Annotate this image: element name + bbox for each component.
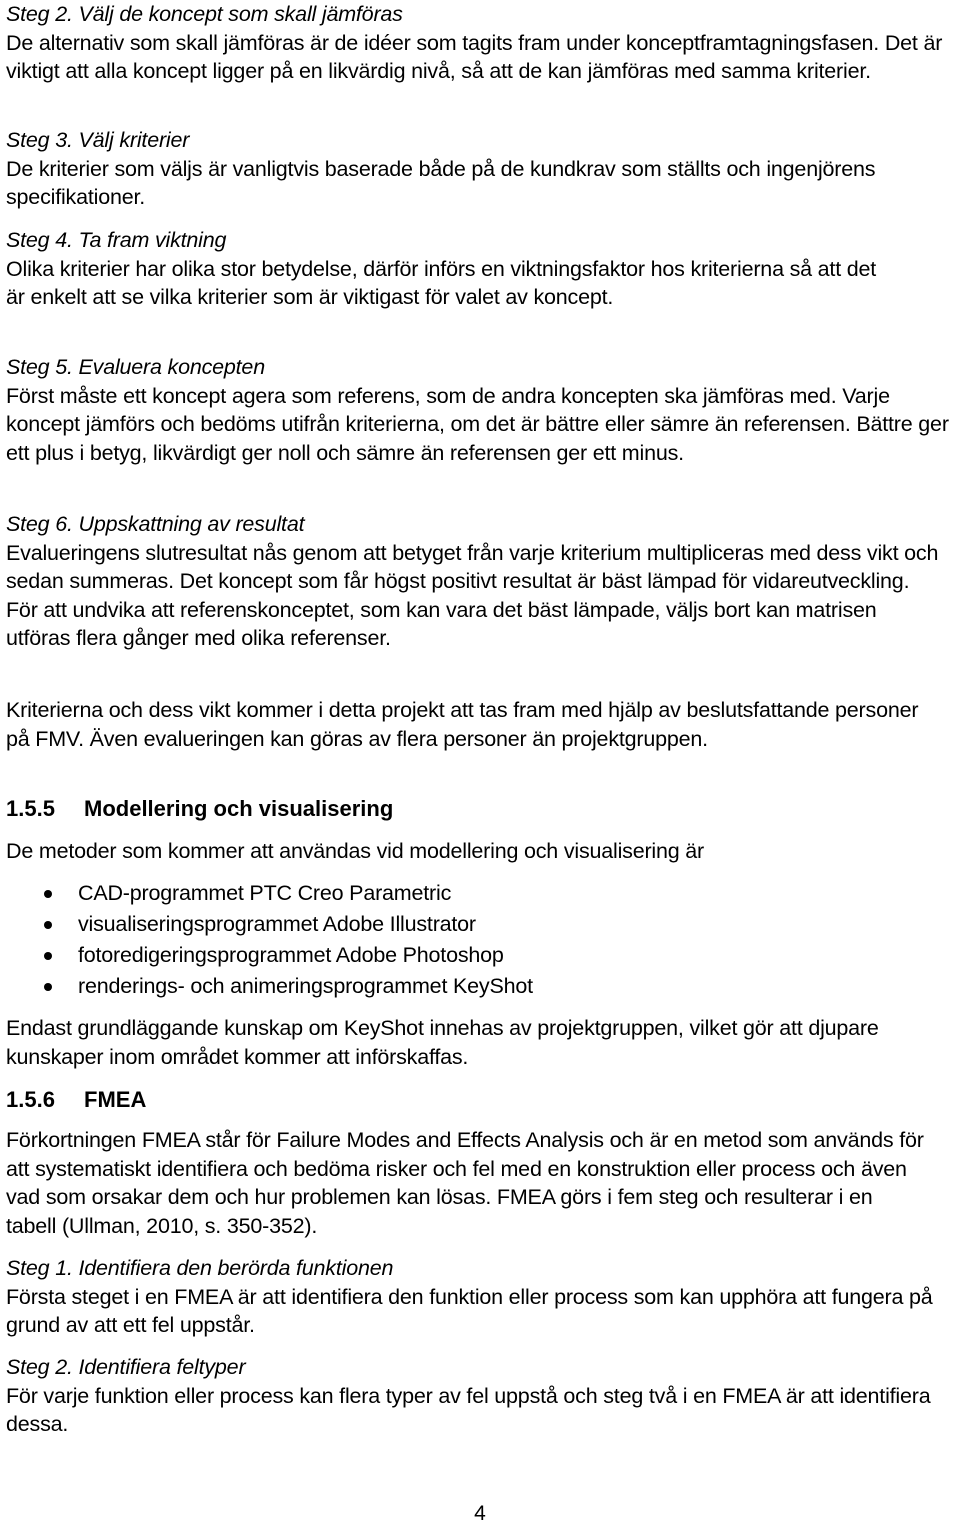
list-item [6,878,946,909]
step-text: De kriterier som väljs är vanligtvis baserade både på de kundkrav som ställts och ingenjörens specifikationer. [6,156,876,210]
bullet-icon [44,983,52,991]
step-heading: Steg 5. Evaluera koncepten [6,355,265,379]
paragraph-fmv: Kriterierna och dess vikt kommer i detta projekt att tas fram med hjälp av beslutsfattande personer på FMV. Även evalueringen kan göras av flera personer än projektgruppen. [6,698,919,751]
step-text: För varje funktion eller process kan flera typer av fel uppstå och steg två i en FMEA är att identifiera dessa. [6,1383,931,1437]
paragraph-fmea-intro: Förkortningen FMEA står för Failure Modes and Effects Analysis och är en metod som används för att systematiskt identifiera och bedöma risker och fel med en konstruktion eller process och även vad som orsakar dem och hur problemen kan lösas. FMEA görs i fem steg och resulterar i en tabell (Ullman, 2010, s. 350-352). [6,1128,924,1238]
step-6-result [6,510,941,653]
step-3-criteria [6,126,916,212]
paragraph-keyshot: Endast grundläggande kunskap om KeyShot innehas av projektgruppen, vilket gör att djupare kunskaper inom området kommer att införskaffas. [6,1016,879,1069]
step-text: Först måste ett koncept agera som referens, som de andra koncepten ska jämföras med. Varje koncept jämförs och bedöms utifrån kriterierna, om det är bättre eller sämre än referensen. Bättre ger ett plus i betyg, likvärdigt ger noll och sämre än referensen ger ett minus. [6,383,949,465]
step-text: De alternativ som skall jämföras är de idéer som tagits fram under konceptframtagningsfasen. Det är viktigt att alla koncept ligger på en likvärdig nivå, så att de kan jämföras med samma kriterier. [6,30,943,84]
list-item-text: CAD-programmet PTC Creo Parametric [78,881,452,905]
bullet-icon [44,952,52,960]
section-heading-fmea [6,1086,146,1114]
step-2-concept [6,0,946,86]
step-heading: Steg 2. Identifiera feltyper [6,1355,246,1379]
step-4-weighting [6,226,886,312]
step-text: Evalueringens slutresultat nås genom att betyget från varje kriterium multipliceras med dess vikt och sedan summeras. Det koncept som får högst positivt resultat är bäst lämpad för vidareutveckling. För att undvika att referenskonceptet, som kan vara det bäst lämpade, väljs bort kan matrisen utföras flera gånger med olika referenser. [6,540,939,651]
list-item [6,940,946,971]
section-title: FMEA [84,1087,147,1112]
section-title: Modellering och visualisering [84,796,394,821]
software-list [6,878,946,1002]
step-heading: Steg 2. Välj de koncept som skall jämföras [6,2,403,26]
paragraph-methods-intro: De metoder som kommer att användas vid modellering och visualisering är [6,839,705,863]
list-item [6,971,946,1002]
fmea-step-1 [6,1254,956,1340]
list-item-text: visualiseringsprogrammet Adobe Illustrator [78,912,476,936]
list-item [6,909,946,940]
fmea-step-2 [6,1353,956,1439]
step-heading: Steg 6. Uppskattning av resultat [6,512,305,536]
section-heading-modelling [6,795,393,823]
bullet-icon [44,890,52,898]
section-number: 1.5.5 [6,796,55,821]
step-heading: Steg 4. Ta fram viktning [6,228,227,252]
page-number: 4 [474,1502,486,1525]
step-5-evaluate [6,353,951,467]
bullet-icon [44,921,52,929]
step-heading: Steg 1. Identifiera den berörda funktionen [6,1256,394,1280]
step-text: Första steget i en FMEA är att identifiera den funktion eller process som kan upphöra att fungera på grund av att ett fel uppstår. [6,1284,933,1338]
step-text: Olika kriterier har olika stor betydelse, därför införs en viktningsfaktor hos kriterierna så att det är enkelt att se vilka kriterier som är viktigast för valet av koncept. [6,256,877,310]
list-item-text: renderings- och animeringsprogrammet KeyShot [78,974,533,998]
list-item-text: fotoredigeringsprogrammet Adobe Photoshop [78,943,504,967]
step-heading: Steg 3. Välj kriterier [6,128,190,152]
section-number: 1.5.6 [6,1087,55,1112]
